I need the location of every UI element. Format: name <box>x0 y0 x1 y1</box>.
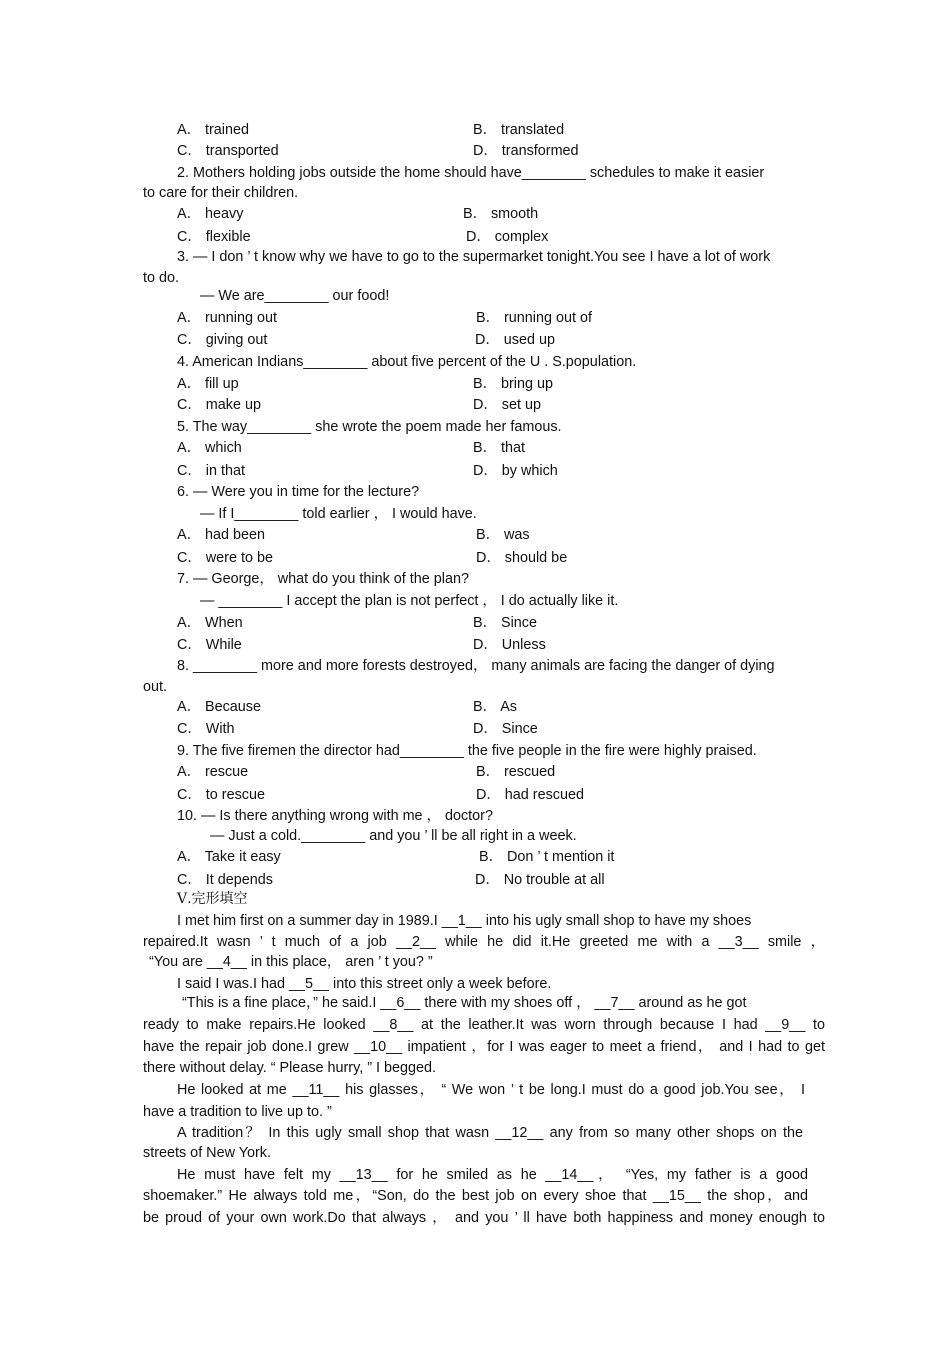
question-2: 2. Mothers holding jobs outside the home should have________ schedules to make it easier <box>177 165 765 181</box>
option-line: A． rescue B． rescued <box>177 764 556 780</box>
passage-line: be proud of your own work.Do that always ， and you ’ ll have both happiness and money enough to <box>143 1210 825 1226</box>
section-heading: Ⅴ.完形填空 <box>177 891 248 907</box>
option-line: A． running out B． running out of <box>177 310 592 326</box>
option-line: C． were to be D． should be <box>177 550 568 566</box>
passage-line: “You are __4__ in this place， aren ’ t you? ” <box>149 954 433 970</box>
option-line: A． heavy B． smooth <box>177 206 539 222</box>
dialogue-line: — ________ I accept the plan is not perfect ， I do actually like it. <box>200 593 619 609</box>
question-10: 10. — Is there anything wrong with me ， doctor? <box>177 808 493 824</box>
question-4: 4. American Indians________ about five percent of the U . S.population. <box>177 354 637 370</box>
question-6: 6. — Were you in time for the lecture? <box>177 484 420 500</box>
passage-line: have a tradition to live up to. ” <box>143 1104 332 1120</box>
option-line: C． It depends D． No trouble at all <box>177 872 605 888</box>
passage-line: “This is a fine place，” he said.I __6__ there with my shoes off ， __7__ around as he got <box>182 995 747 1011</box>
question-7: 7. — George， what do you think of the plan? <box>177 571 469 587</box>
passage-line: ready to make repairs.He looked __8__ at the leather.It was worn through because I had __9__ to <box>143 1017 825 1033</box>
question-continuation: to do. <box>143 270 180 286</box>
option-line: C． make up D． set up <box>177 397 541 413</box>
passage-line: there without delay. “ Please hurry, ” I begged. <box>143 1060 437 1076</box>
passage-line: have the repair job done.I grew __10__ impatient ，for I was eager to meet a friend， and I had to get <box>143 1039 825 1055</box>
question-5: 5. The way________ she wrote the poem made her famous. <box>177 419 562 435</box>
passage-line: shoemaker.” He always told me，“Son, do the best job on every shoe that __15__ the shop，and <box>143 1188 808 1204</box>
passage-line: I said I was.I had __5__ into this street only a week before. <box>177 976 552 992</box>
dialogue-line: — We are________ our food! <box>200 288 390 304</box>
dialogue-line: — Just a cold.________ and you ’ ll be all right in a week. <box>210 828 577 844</box>
option-line: A． trained B． translated <box>177 122 565 138</box>
passage-line: He looked at me __11__ his glasses， “ We won ’ t be long.I must do a good job.You see， I <box>177 1082 805 1098</box>
option-line: C． With D． Since <box>177 721 538 737</box>
question-3: 3. — I don ’ t know why we have to go to the supermarket tonight.You see I have a lot of work <box>177 249 771 265</box>
option-line: A． fill up B． bring up <box>177 376 553 392</box>
passage-line: I met him first on a summer day in 1989.I __1__ into his ugly small shop to have my shoes <box>177 913 752 929</box>
dialogue-line: — If I________ told earlier ， I would have. <box>200 506 477 522</box>
option-line: C． to rescue D． had rescued <box>177 787 584 803</box>
passage-line: streets of New York. <box>143 1145 271 1161</box>
passage-line: A tradition？ In this ugly small shop that wasn __12__ any from so many other shops on the <box>177 1125 803 1141</box>
question-9: 9. The five firemen the director had________ the five people in the fire were highly praised. <box>177 743 757 759</box>
option-line: A． which B． that <box>177 440 525 456</box>
option-line: C． flexible D． complex <box>177 229 549 245</box>
question-continuation: to care for their children. <box>143 185 299 201</box>
question-8: 8. ________ more and more forests destroyed， many animals are facing the danger of dying <box>177 658 775 674</box>
option-line: A． had been B． was <box>177 527 530 543</box>
option-line: C． in that D． by which <box>177 463 558 479</box>
option-line: A． Because B． As <box>177 699 517 715</box>
option-line: C． While D． Unless <box>177 637 546 653</box>
option-line: A． When B． Since <box>177 615 537 631</box>
option-line: C． transported D． transformed <box>177 143 579 159</box>
option-line: C． giving out D． used up <box>177 332 555 348</box>
option-line: A． Take it easy B． Don ’ t mention it <box>177 849 615 865</box>
passage-line: repaired.It wasn ’ t much of a job __2__ while he did it.He greeted me with a __3__ smile ， <box>143 934 825 950</box>
passage-line: He must have felt my __13__ for he smiled as he __14__， “Yes, my father is a good <box>177 1167 808 1183</box>
question-continuation: out. <box>143 679 168 695</box>
